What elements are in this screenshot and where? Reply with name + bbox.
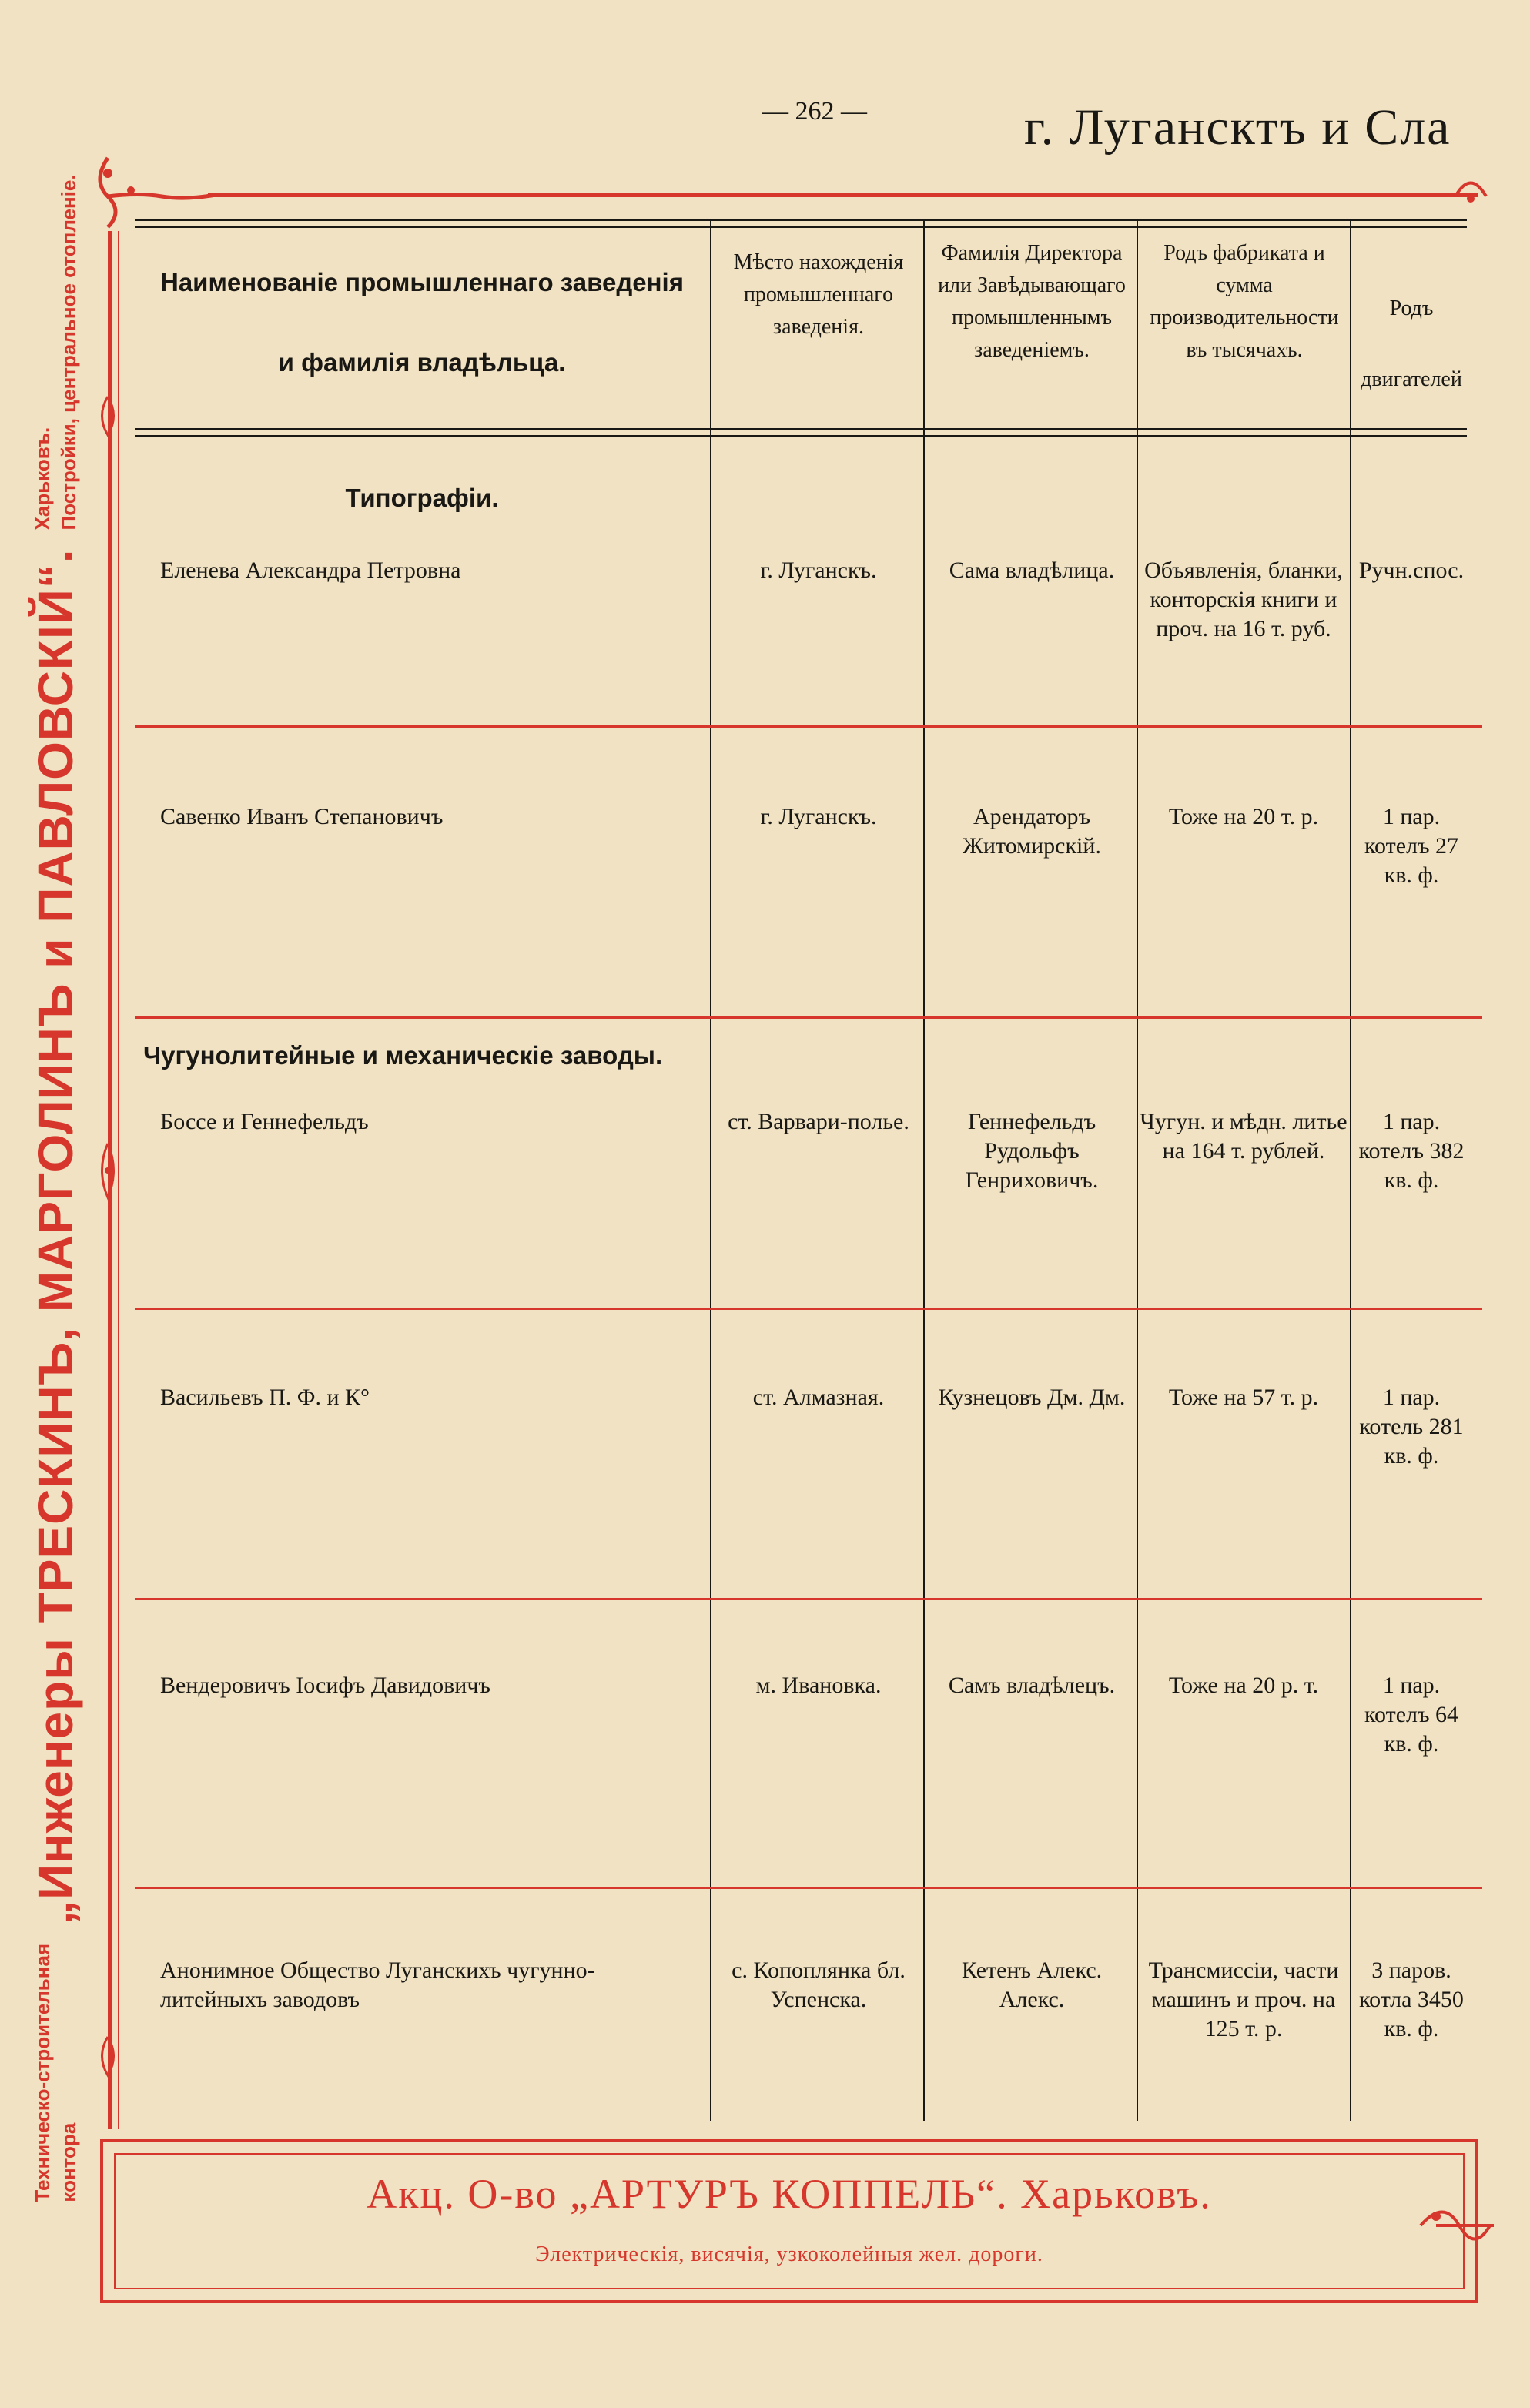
- row-name: Еленева Александра Петровна: [160, 558, 461, 583]
- row-director: Кузнецовъ Дм. Дм.: [938, 1385, 1126, 1410]
- row-product: Тоже на 57 т. р.: [1168, 1385, 1319, 1410]
- side-ad-right: [29, 174, 82, 530]
- row-place: ст. Варвари-полье.: [728, 1109, 909, 1134]
- bottom-advertisement-box: [100, 2139, 1478, 2303]
- page-title: г. Лугансктъ и Сла: [1024, 99, 1451, 156]
- row-place: г. Луганскъ.: [760, 558, 877, 583]
- side-ad-right-line1: Харьковъ.: [31, 427, 54, 531]
- row-product: Трансмиссіи, части машинъ и проч. на 125 т. р.: [1148, 1958, 1339, 2041]
- row-engine: 1 пар. котелъ 382 кв. ф.: [1358, 1109, 1465, 1193]
- row-place: ст. Алмазная.: [752, 1385, 885, 1410]
- column-header-product: Родъ фабриката и сумма производительности въ тысячахъ.: [1150, 241, 1339, 362]
- bottom-advertisement-title: Акц. О-во „АРТУРЪ КОППЕЛЬ“. Харьковъ.: [367, 2171, 1212, 2217]
- row-name: Вендеровичъ Іосифъ Давидовичъ: [160, 1673, 490, 1698]
- row-engine: 1 пар. котелъ 27 кв. ф.: [1364, 804, 1459, 888]
- row-name: Васильевъ П. Ф. и К°: [160, 1385, 370, 1410]
- row-product: Тоже на 20 т. р.: [1168, 804, 1319, 829]
- page-number: — 262 —: [762, 97, 867, 126]
- column-header-engine: Родъ двигателей: [1361, 296, 1462, 391]
- row-director: Кетенъ Алекс. Алекс.: [961, 1958, 1103, 2012]
- side-ad-left-line1: Техническо-строительная: [31, 1943, 54, 2202]
- side-advertisement: [0, 174, 117, 2202]
- row-product: Чугун. и мѣдн. литье на 164 т. рублей.: [1140, 1109, 1348, 1164]
- column-header-name-line1: Наименованіе промышленнаго заведенія: [160, 268, 684, 296]
- side-ad-left-line2: контора: [57, 2122, 80, 2202]
- row-director: Геннефельдъ Рудольфъ Генриховичъ.: [965, 1109, 1099, 1193]
- row-engine: 1 пар. котелъ 64 кв. ф.: [1364, 1673, 1459, 1757]
- corner-flourish-icon: [1448, 162, 1494, 208]
- row-name: Боссе и Геннефельдъ: [160, 1109, 369, 1134]
- row-director: Арендаторъ Житомирскій.: [963, 804, 1101, 859]
- column-header-place: Мѣсто нахожденія промышленнаго заведенія.: [733, 250, 904, 339]
- column-header-name: [137, 262, 707, 383]
- row-director: Самъ владѣлецъ.: [948, 1673, 1116, 1698]
- row-engine: 3 паров. котла 3450 кв. ф.: [1359, 1958, 1464, 2041]
- side-ad-right-line2: Постройки, центральное отопленіе.: [57, 174, 80, 531]
- row-product: Тоже на 20 р. т.: [1168, 1673, 1319, 1698]
- row-engine: 1 пар. котель 281 кв. ф.: [1359, 1385, 1464, 1469]
- column-header-director: Фамилія Директора или Завѣдывающаго промышленнымъ заведеніемъ.: [938, 241, 1126, 362]
- corner-ornament-icon: [85, 150, 223, 235]
- row-place: с. Копоплянка бл. Успенска.: [732, 1958, 906, 2012]
- row-product: Объявленія, бланки, конторскія книги и проч. на 16 т. руб.: [1144, 558, 1343, 641]
- section-heading: Типографіи.: [345, 484, 499, 512]
- column-header-name-line2: и фамилія владѣльца.: [278, 348, 566, 377]
- row-name: Анонимное Общество Луганскихъ чугунно-литейныхъ заводовъ: [160, 1958, 595, 2012]
- row-director: Сама владѣлица.: [949, 558, 1115, 583]
- row-name: Савенко Иванъ Степановичъ: [160, 804, 444, 829]
- side-ad-title: „Инженеры ТРЕСКИНЪ, МАРГОЛИНЪ и ПАВЛОВСКІЙ“.: [28, 548, 83, 1925]
- row-place: м. Ивановка.: [755, 1673, 882, 1698]
- bottom-advertisement-subtitle: Электрическія, висячія, узкоколейныя жел. дороги.: [535, 2242, 1043, 2266]
- section-heading: Чугунолитейные и механическіе заводы.: [143, 1041, 663, 1070]
- row-engine: Ручн.спос.: [1358, 558, 1465, 583]
- side-ad-left: [29, 1944, 82, 2202]
- row-place: г. Луганскъ.: [760, 804, 877, 829]
